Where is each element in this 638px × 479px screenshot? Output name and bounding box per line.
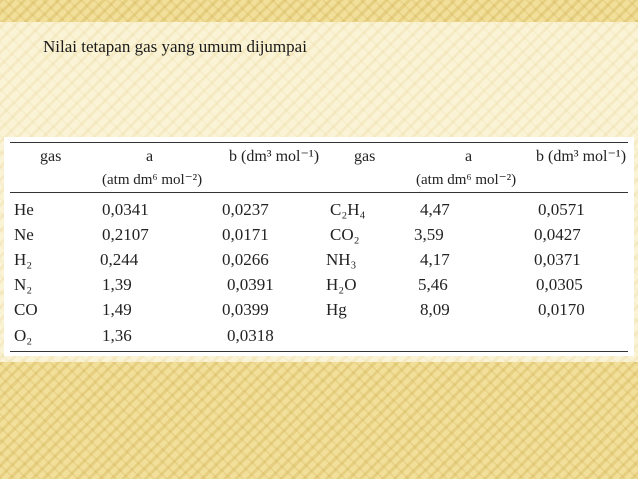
- table-cell-a: 0,0341: [102, 200, 149, 219]
- table-cell-b: 0,0318: [227, 326, 274, 345]
- table-cell-b: 0,0171: [222, 225, 269, 244]
- table-cell-gas: CO: [14, 300, 38, 319]
- table-cell-gas: C₂H₄: [330, 200, 366, 219]
- table-top-rule: [10, 142, 628, 143]
- gas-constants-table: [4, 137, 634, 356]
- table-cell-gas: H₂O: [326, 275, 357, 294]
- table-cell-gas: Ne: [14, 225, 34, 244]
- table-cell-a: 8,09: [420, 300, 450, 319]
- table-cell-gas: N₂: [14, 275, 33, 294]
- table-cell-b: 0,0391: [227, 275, 274, 294]
- header-b-left: b (dm³ mol⁻¹): [229, 148, 320, 165]
- table-cell-a: 1,49: [102, 300, 132, 319]
- header-b-right: b (dm³ mol⁻¹): [536, 148, 627, 165]
- table-cell-gas: Hg: [326, 300, 347, 319]
- table-cell-b: 0,0266: [222, 250, 269, 269]
- header-gas-right: gas: [354, 148, 376, 165]
- table-cell-a: 0,244: [100, 250, 139, 269]
- table-cell-a: 1,39: [102, 275, 132, 294]
- table-cell-b: 0,0237: [222, 200, 269, 219]
- table-cell-b: 0,0399: [222, 300, 269, 319]
- table-bottom-rule: [10, 351, 628, 352]
- table-cell-b: 0,0371: [534, 250, 581, 269]
- table-cell-gas: O₂: [14, 326, 33, 345]
- header-gas-left: gas: [40, 148, 62, 165]
- table-cell-a: 4,47: [420, 200, 450, 219]
- table-cell-a: 1,36: [102, 326, 132, 345]
- table-cell-gas: He: [14, 200, 34, 219]
- header-a-unit-right: (atm dm⁶ mol⁻²): [416, 172, 517, 188]
- table-cell-gas: CO₂: [330, 225, 360, 244]
- table-cell-a: 5,46: [418, 275, 448, 294]
- table-cell-a: 0,2107: [102, 225, 149, 244]
- decorative-bottom-band: [0, 362, 638, 479]
- header-a-unit-left: (atm dm⁶ mol⁻²): [102, 172, 203, 188]
- table-cell-b: 0,0305: [536, 275, 583, 294]
- table-cell-gas: NH₃: [326, 250, 357, 269]
- table-cell-a: 3,59: [414, 225, 444, 244]
- slide-title: Nilai tetapan gas yang umum dijumpai: [43, 37, 307, 56]
- table-header-rule: [10, 192, 628, 193]
- table-cell-a: 4,17: [420, 250, 450, 269]
- decorative-top-band: [0, 0, 638, 22]
- header-a-left: a: [146, 148, 154, 165]
- table-cell-b: 0,0571: [538, 200, 585, 219]
- table-cell-b: 0,0170: [538, 300, 585, 319]
- table-cell-b: 0,0427: [534, 225, 581, 244]
- table-cell-gas: H₂: [14, 250, 33, 269]
- header-a-right: a: [465, 148, 473, 165]
